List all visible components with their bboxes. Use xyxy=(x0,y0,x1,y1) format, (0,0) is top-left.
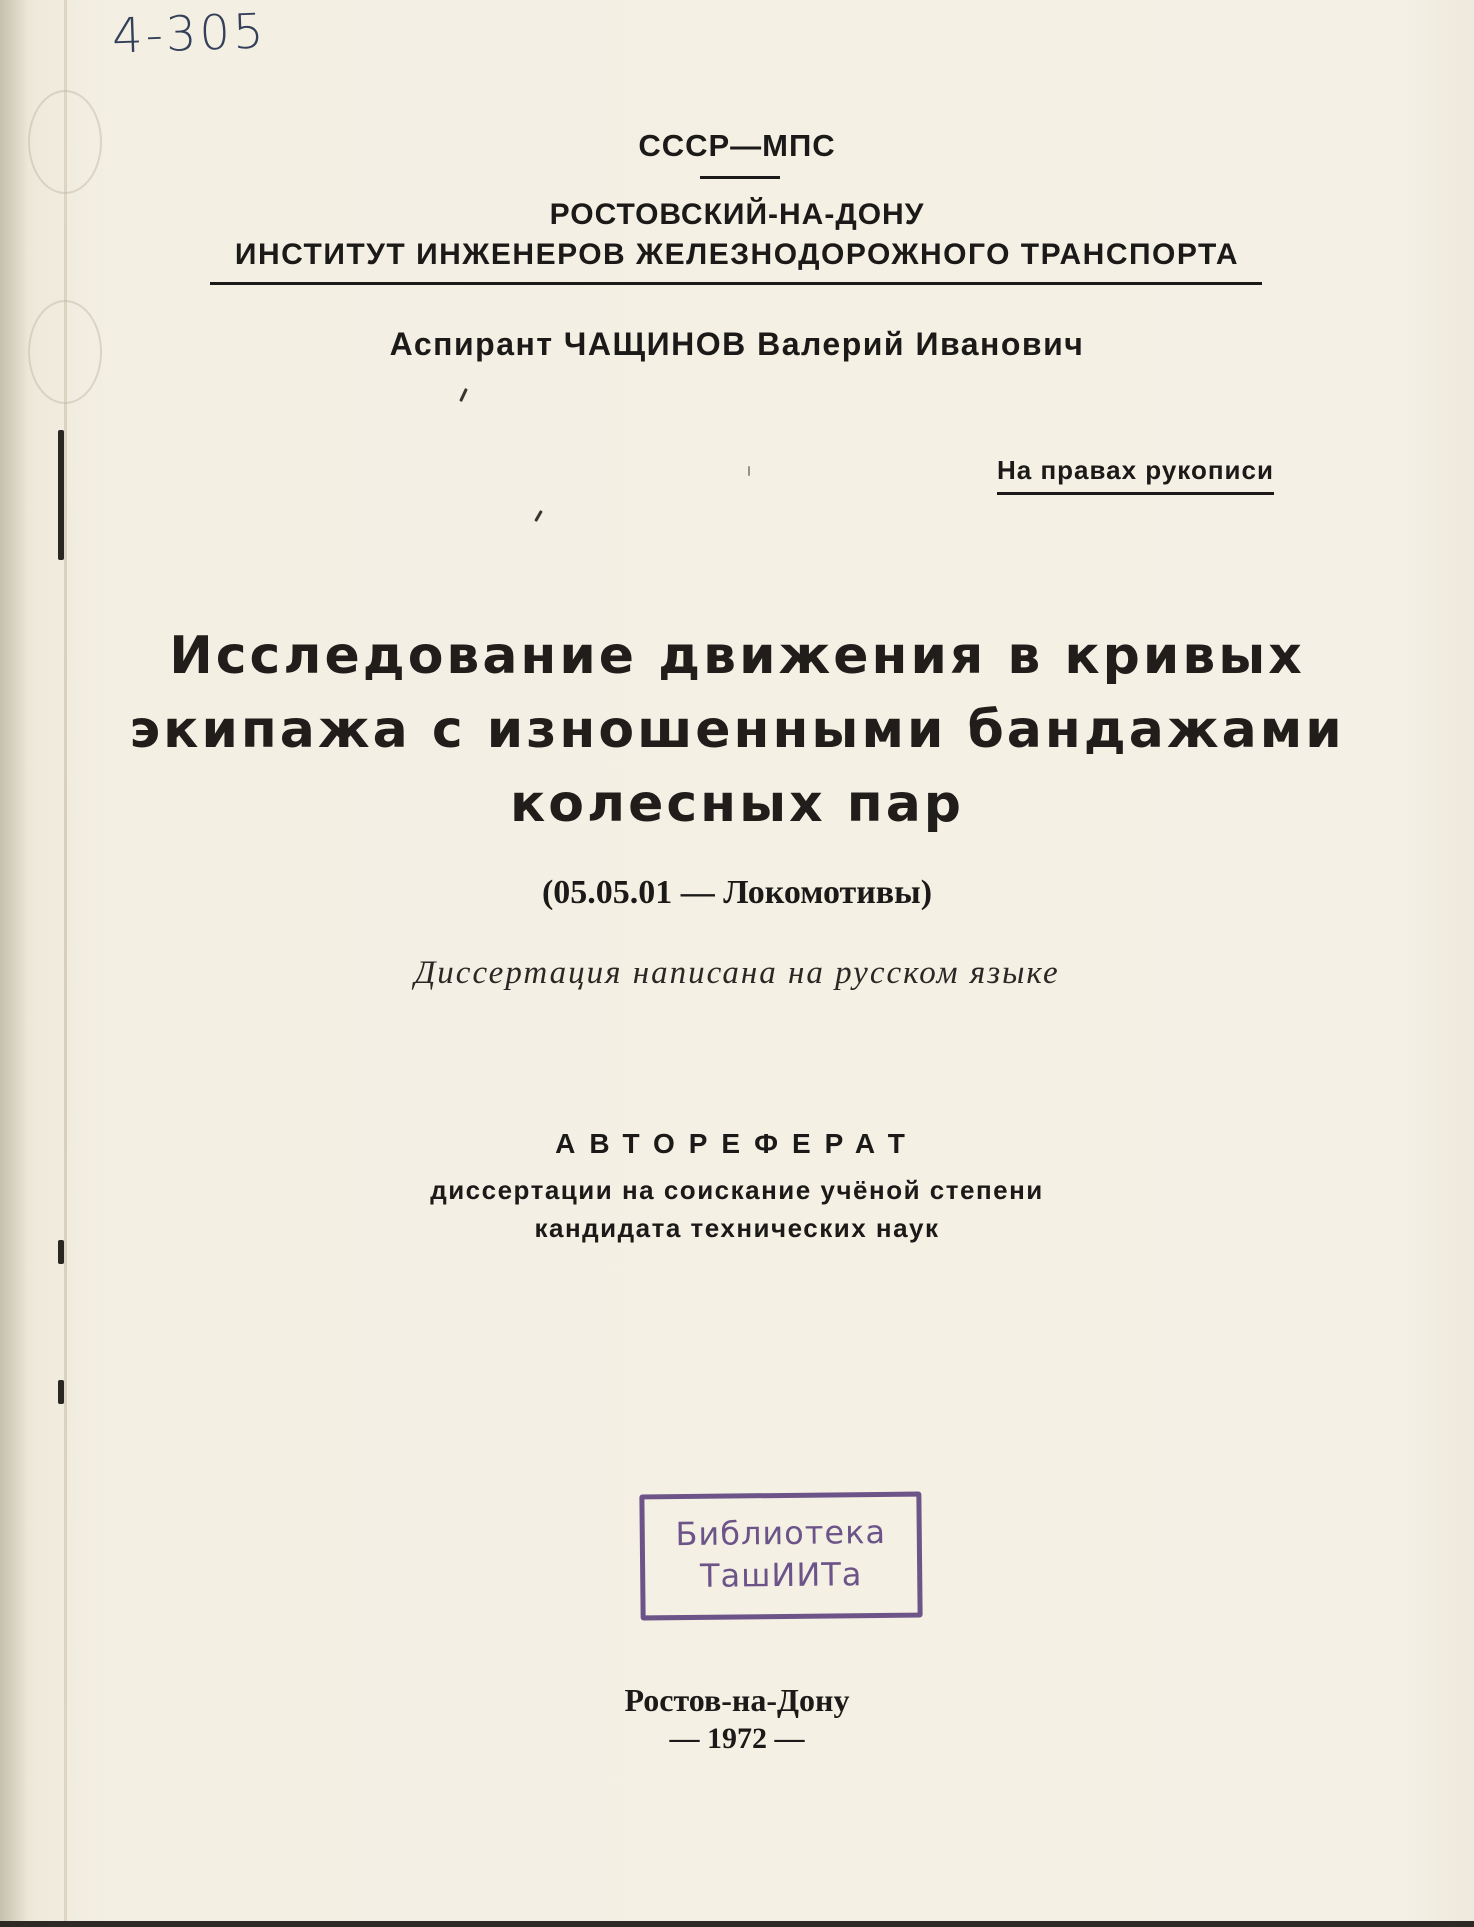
header-rule-short xyxy=(700,176,780,179)
page-bottom-edge xyxy=(0,1921,1474,1927)
publication-year: — 1972 — xyxy=(669,1722,805,1755)
degree-line-2: кандидата технических наук xyxy=(534,1213,940,1243)
publication-city: Ростов-на-Дону xyxy=(624,1682,850,1718)
ink-speck xyxy=(748,466,750,476)
header-rule-long xyxy=(210,282,1262,285)
stamp-line-1: Библиотека xyxy=(675,1512,887,1554)
institute-name-line-1: РОСТОВСКИЙ-НА-ДОНУ xyxy=(549,198,925,231)
title-line-2: экипажа с изношенными бандажами xyxy=(129,700,1345,760)
stamp-line-2: ТашИИТа xyxy=(699,1555,863,1595)
degree-line-1: диссертации на соискание учёной степени xyxy=(430,1175,1044,1205)
library-stamp xyxy=(639,1492,922,1621)
rights-label: На правах рукописи xyxy=(997,455,1274,495)
organization-header: СССР—МПС xyxy=(638,128,836,163)
author-name: Аспирант ЧАЩИНОВ Валерий Иванович xyxy=(389,326,1085,362)
rights-notice xyxy=(997,455,1274,495)
language-note: Диссертация написана на русском языке xyxy=(414,955,1060,991)
abstract-heading: АВТОРЕФЕРАТ xyxy=(555,1128,919,1159)
staple-mark xyxy=(58,1380,64,1404)
handwritten-catalog-code: 4-305 xyxy=(111,3,268,65)
institute-name-line-2: ИНСТИТУТ ИНЖЕНЕРОВ ЖЕЛЕЗНОДОРОЖНОГО ТРАНСПОРТА xyxy=(234,238,1240,271)
title-line-3: колесных пар xyxy=(509,774,965,834)
ink-speck xyxy=(459,388,468,402)
ink-speck xyxy=(534,510,543,522)
specialty-code: (05.05.01 — Локомотивы) xyxy=(541,874,933,911)
staple-mark xyxy=(58,430,64,560)
title-line-1: Исследование движения в кривых xyxy=(169,626,1305,686)
